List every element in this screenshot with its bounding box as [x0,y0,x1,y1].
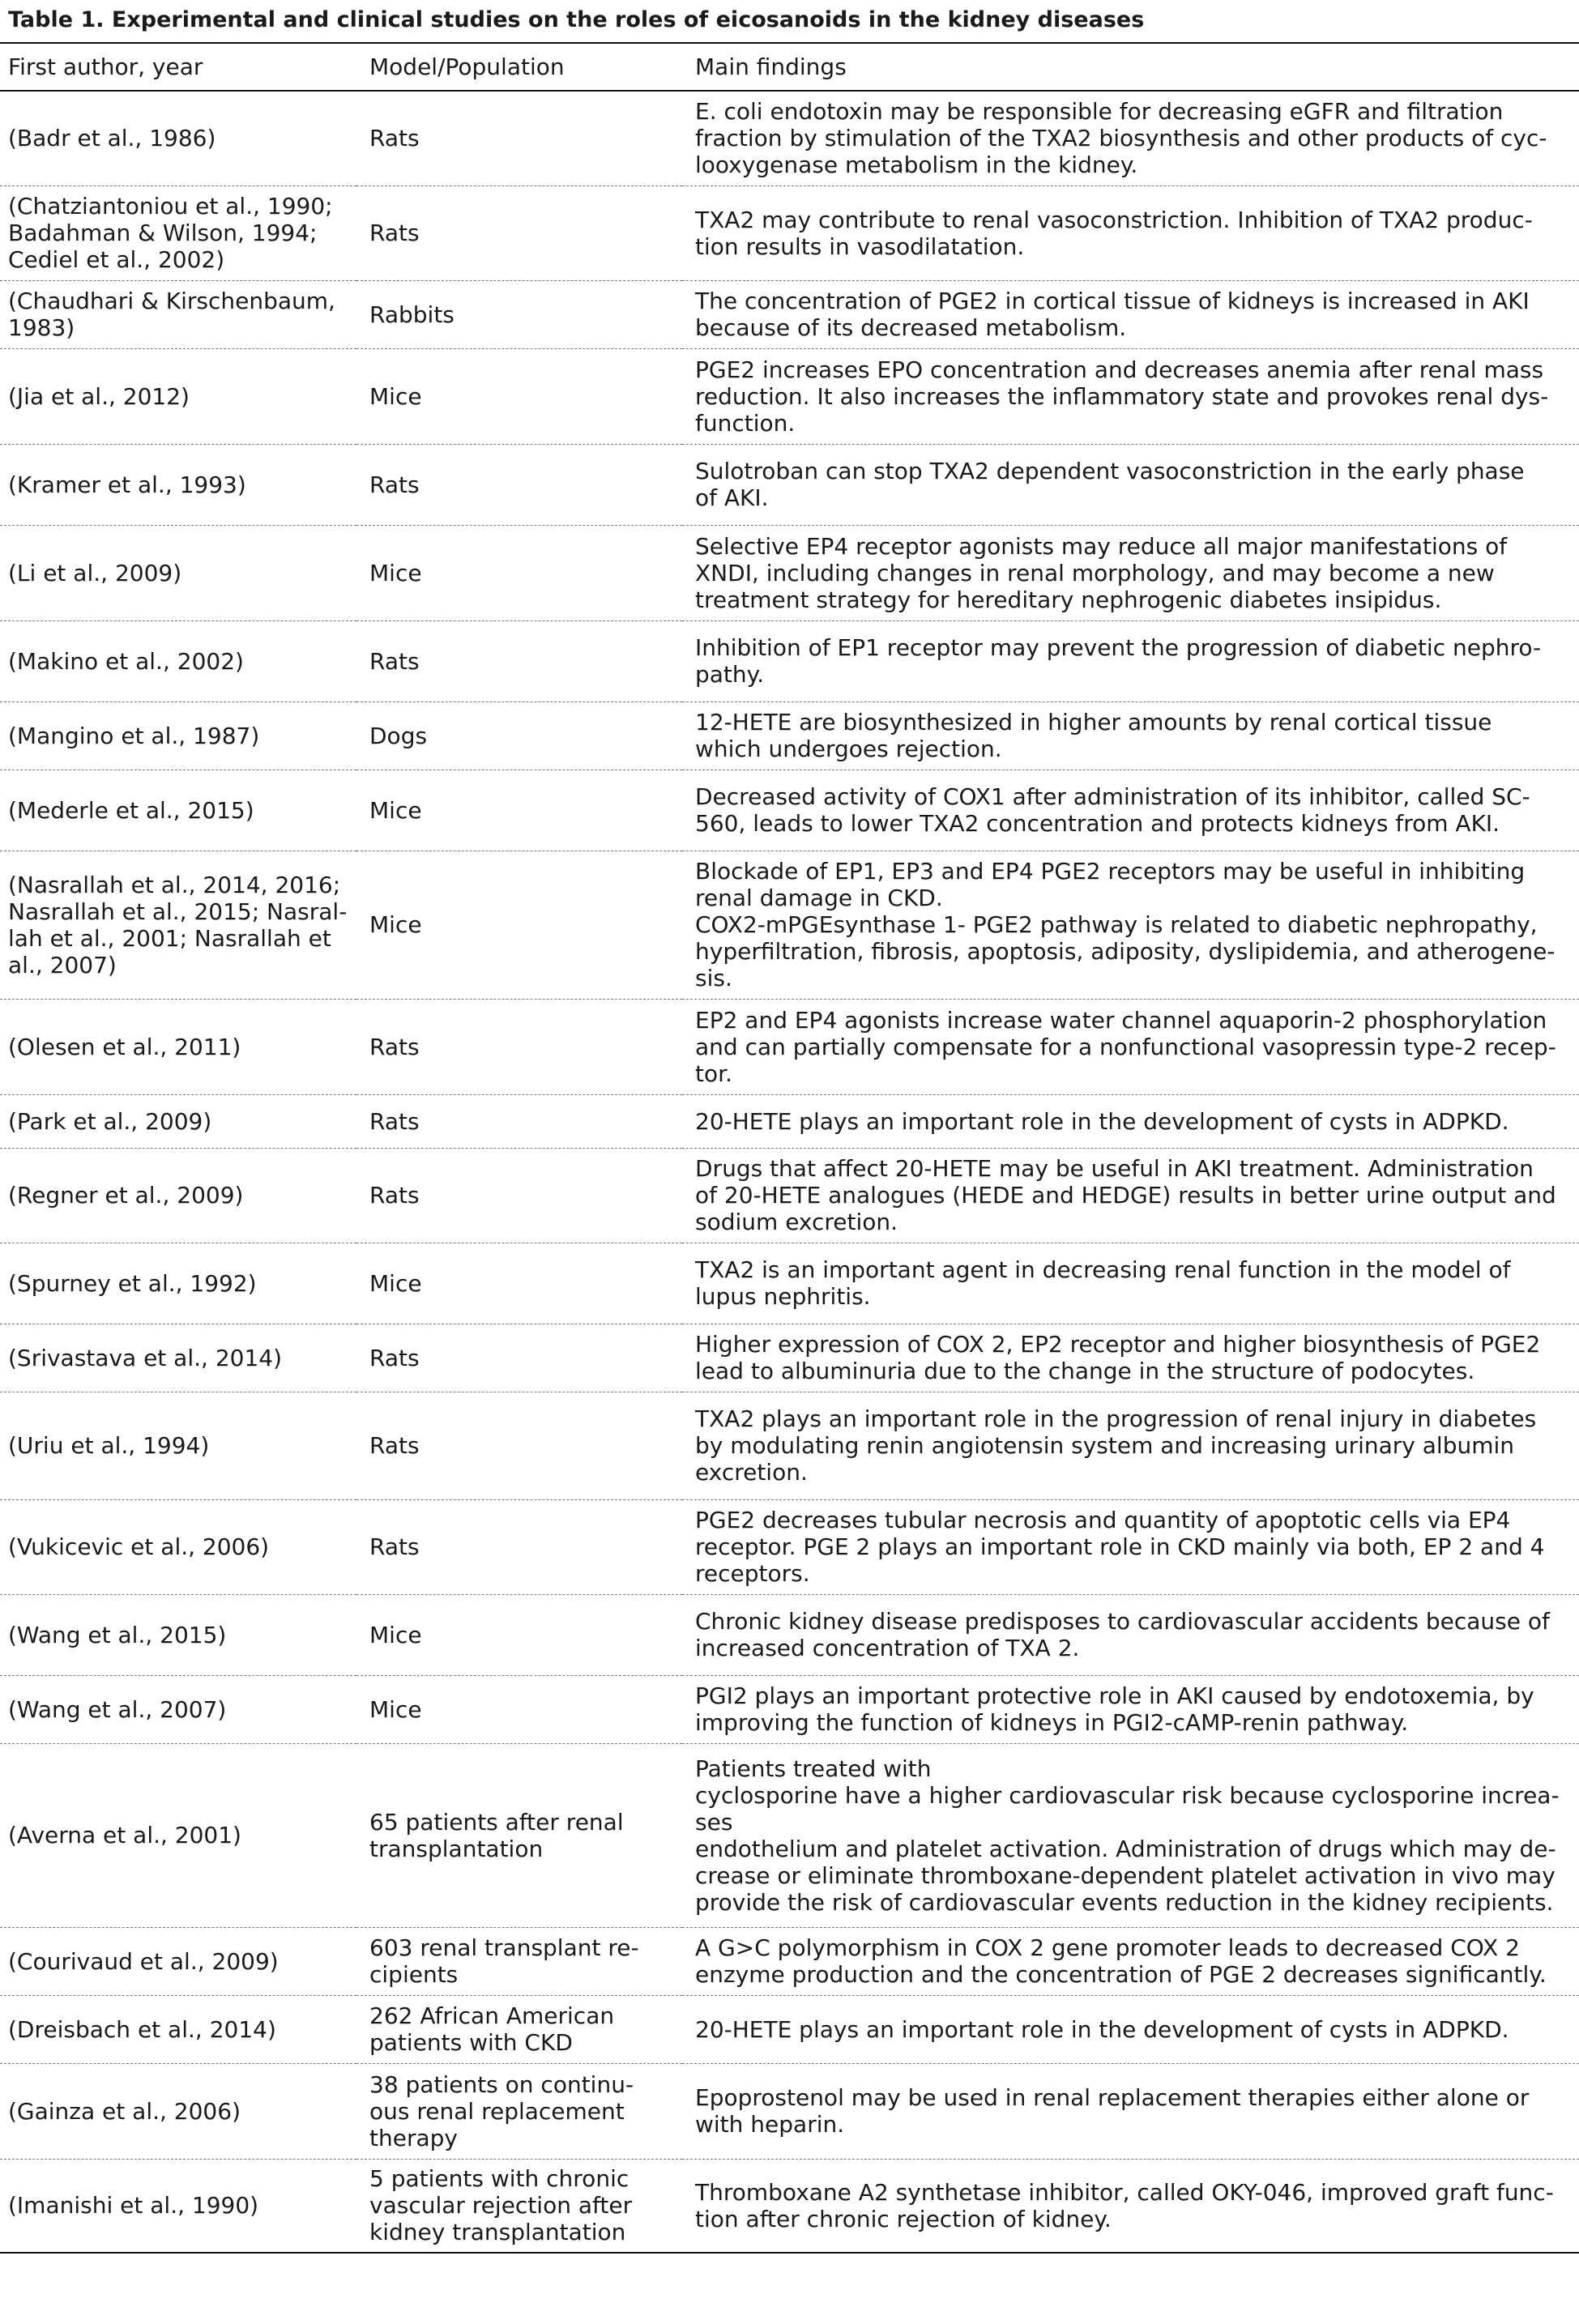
cell-findings: Patients treated with cyclosporine have a higher cardiovascular risk because cyclosporine increa- ses endothelium and platelet activation. Administration of drugs which may de- crease or eliminate thromboxane-dependent platelet activation in vivo may provide the risk of cardiovascular events reduction in the kidney recipients. [682,1743,1579,1927]
cell-author: (Vukicevic et al., 2006) [0,1499,356,1594]
cell-findings: Sulotroban can stop TXA2 dependent vasoconstriction in the early phase of AKI. [682,444,1579,525]
cell-model: Mice [356,851,682,999]
cell-model: Rats [356,1499,682,1594]
cell-model: 65 patients after renal transplantation [356,1743,682,1927]
table-row [0,620,1579,701]
table-row [0,1243,1579,1324]
header-author: First author, year [0,43,356,91]
cell-author: (Kramer et al., 1993) [0,444,356,525]
cell-model: Rats [356,444,682,525]
table-row [0,525,1579,620]
cell-findings: TXA2 may contribute to renal vasoconstriction. Inhibition of TXA2 produc- tion results in vasodilatation. [682,185,1579,280]
cell-model: 262 African American patients with CKD [356,1995,682,2063]
table-row [0,2063,1579,2159]
cell-findings: 20-HETE plays an important role in the development of cysts in ADPKD. [682,1094,1579,1148]
cell-findings: PGI2 plays an important protective role in AKI caused by endotoxemia, by improving the function of kidneys in PGI2-cAMP-renin pathway. [682,1675,1579,1743]
cell-model: 38 patients on continu- ous renal replacement therapy [356,2063,682,2159]
cell-model: 603 renal transplant re- cipients [356,1927,682,1995]
cell-findings: TXA2 is an important agent in decreasing renal function in the model of lupus nephritis. [682,1243,1579,1324]
table-row [0,1094,1579,1148]
cell-model: Mice [356,1243,682,1324]
table-row [0,1995,1579,2063]
cell-author: (Regner et al., 2009) [0,1148,356,1243]
table-header [0,43,1579,91]
cell-model: Rabbits [356,280,682,348]
cell-author: (Chaudhari & Kirschenbaum, 1983) [0,280,356,348]
cell-model: Rats [356,1392,682,1499]
cell-findings: A G>C polymorphism in COX 2 gene promoter leads to decreased COX 2 enzyme production and the concentration of PGE 2 decreases significantly. [682,1927,1579,1995]
cell-author: (Gainza et al., 2006) [0,2063,356,2159]
cell-author: (Chatziantoniou et al., 1990; Badahman & Wilson, 1994; Cediel et al., 2002) [0,185,356,280]
table-row [0,280,1579,348]
cell-model: Rats [356,999,682,1094]
cell-model: 5 patients with chronic vascular rejection after kidney transplantation [356,2159,682,2253]
table-body [0,91,1579,2253]
cell-model: Mice [356,1675,682,1743]
cell-model: Rats [356,1094,682,1148]
header-model: Model/Population [356,43,682,91]
cell-findings: 20-HETE plays an important role in the development of cysts in ADPKD. [682,1995,1579,2063]
table-row [0,2159,1579,2253]
cell-author: (Jia et al., 2012) [0,348,356,444]
cell-findings: E. coli endotoxin may be responsible for decreasing eGFR and filtration fraction by stimulation of the TXA2 biosynthesis and other products of cyc- looxygenase metabolism in the kidney. [682,91,1579,185]
cell-findings: 12-HETE are biosynthesized in higher amounts by renal cortical tissue which undergoes rejection. [682,701,1579,770]
cell-author: (Uriu et al., 1994) [0,1392,356,1499]
cell-findings: Higher expression of COX 2, EP2 receptor and higher biosynthesis of PGE2 lead to albuminuria due to the change in the structure of podocytes. [682,1324,1579,1392]
table-row [0,1392,1579,1499]
table-row [0,701,1579,770]
cell-author: (Spurney et al., 1992) [0,1243,356,1324]
table-row [0,348,1579,444]
cell-findings: Blockade of EP1, EP3 and EP4 PGE2 receptors may be useful in inhibiting renal damage in CKD. COX2-mPGEsynthase 1- PGE2 pathway is related to diabetic nephropathy, hyperfiltration, fibrosis, apoptosis, adiposity, dyslipidemia, and atherogene- sis. [682,851,1579,999]
table-row [0,1594,1579,1675]
cell-author: (Nasrallah et al., 2014, 2016; Nasrallah et al., 2015; Nasral- lah et al., 2001; Nasrallah et al., 2007) [0,851,356,999]
table-row [0,1324,1579,1392]
cell-model: Rats [356,1324,682,1392]
header-row [0,43,1579,91]
cell-model: Rats [356,1148,682,1243]
cell-author: (Makino et al., 2002) [0,620,356,701]
cell-model: Rats [356,620,682,701]
table-row [0,185,1579,280]
table-row [0,1499,1579,1594]
cell-author: (Mangino et al., 1987) [0,701,356,770]
cell-author: (Li et al., 2009) [0,525,356,620]
header-findings: Main findings [682,43,1579,91]
cell-model: Rats [356,185,682,280]
table-row [0,1927,1579,1995]
cell-findings: Epoprostenol may be used in renal replacement therapies either alone or with heparin. [682,2063,1579,2159]
cell-findings: EP2 and EP4 agonists increase water channel aquaporin-2 phosphorylation and can partially compensate for a nonfunctional vasopressin type-2 recep- tor. [682,999,1579,1094]
table-row [0,91,1579,185]
cell-findings: The concentration of PGE2 in cortical tissue of kidneys is increased in AKI because of its decreased metabolism. [682,280,1579,348]
cell-author: (Imanishi et al., 1990) [0,2159,356,2253]
table-row [0,1675,1579,1743]
cell-findings: PGE2 increases EPO concentration and decreases anemia after renal mass reduction. It also increases the inflammatory state and provokes renal dys- function. [682,348,1579,444]
cell-author: (Wang et al., 2007) [0,1675,356,1743]
cell-findings: Thromboxane A2 synthetase inhibitor, called OKY-046, improved graft func- tion after chronic rejection of kidney. [682,2159,1579,2253]
cell-author: (Mederle et al., 2015) [0,770,356,851]
cell-model: Mice [356,525,682,620]
table-row [0,851,1579,999]
table-row [0,1148,1579,1243]
cell-findings: Inhibition of EP1 receptor may prevent the progression of diabetic nephro- pathy. [682,620,1579,701]
cell-author: (Srivastava et al., 2014) [0,1324,356,1392]
table-row [0,999,1579,1094]
cell-model: Dogs [356,701,682,770]
table-caption: Table 1. Experimental and clinical studies on the roles of eicosanoids in the kidney diseases [8,7,1145,32]
cell-findings: Chronic kidney disease predisposes to cardiovascular accidents because of increased concentration of TXA 2. [682,1594,1579,1675]
cell-model: Mice [356,348,682,444]
cell-findings: Drugs that affect 20-HETE may be useful in AKI treatment. Administration of 20-HETE analogues (HEDE and HEDGE) results in better urine output and sodium excretion. [682,1148,1579,1243]
cell-findings: PGE2 decreases tubular necrosis and quantity of apoptotic cells via EP4 receptor. PGE 2 plays an important role in CKD mainly via both, EP 2 and 4 receptors. [682,1499,1579,1594]
table-row [0,444,1579,525]
cell-author: (Averna et al., 2001) [0,1743,356,1927]
cell-model: Mice [356,1594,682,1675]
cell-model: Mice [356,770,682,851]
cell-author: (Dreisbach et al., 2014) [0,1995,356,2063]
cell-author: (Olesen et al., 2011) [0,999,356,1094]
cell-findings: Decreased activity of COX1 after administration of its inhibitor, called SC- 560, leads to lower TXA2 concentration and protects kidneys from AKI. [682,770,1579,851]
cell-author: (Park et al., 2009) [0,1094,356,1148]
cell-findings: TXA2 plays an important role in the progression of renal injury in diabetes by modulating renin angiotensin system and increasing urinary albumin excretion. [682,1392,1579,1499]
table-row [0,1743,1579,1927]
cell-model: Rats [356,91,682,185]
studies-table [0,42,1579,2254]
cell-author: (Badr et al., 1986) [0,91,356,185]
cell-author: (Wang et al., 2015) [0,1594,356,1675]
table-row [0,770,1579,851]
cell-findings: Selective EP4 receptor agonists may reduce all major manifestations of XNDI, including changes in renal morphology, and may become a new treatment strategy for hereditary nephrogenic diabetes insipidus. [682,525,1579,620]
cell-author: (Courivaud et al., 2009) [0,1927,356,1995]
